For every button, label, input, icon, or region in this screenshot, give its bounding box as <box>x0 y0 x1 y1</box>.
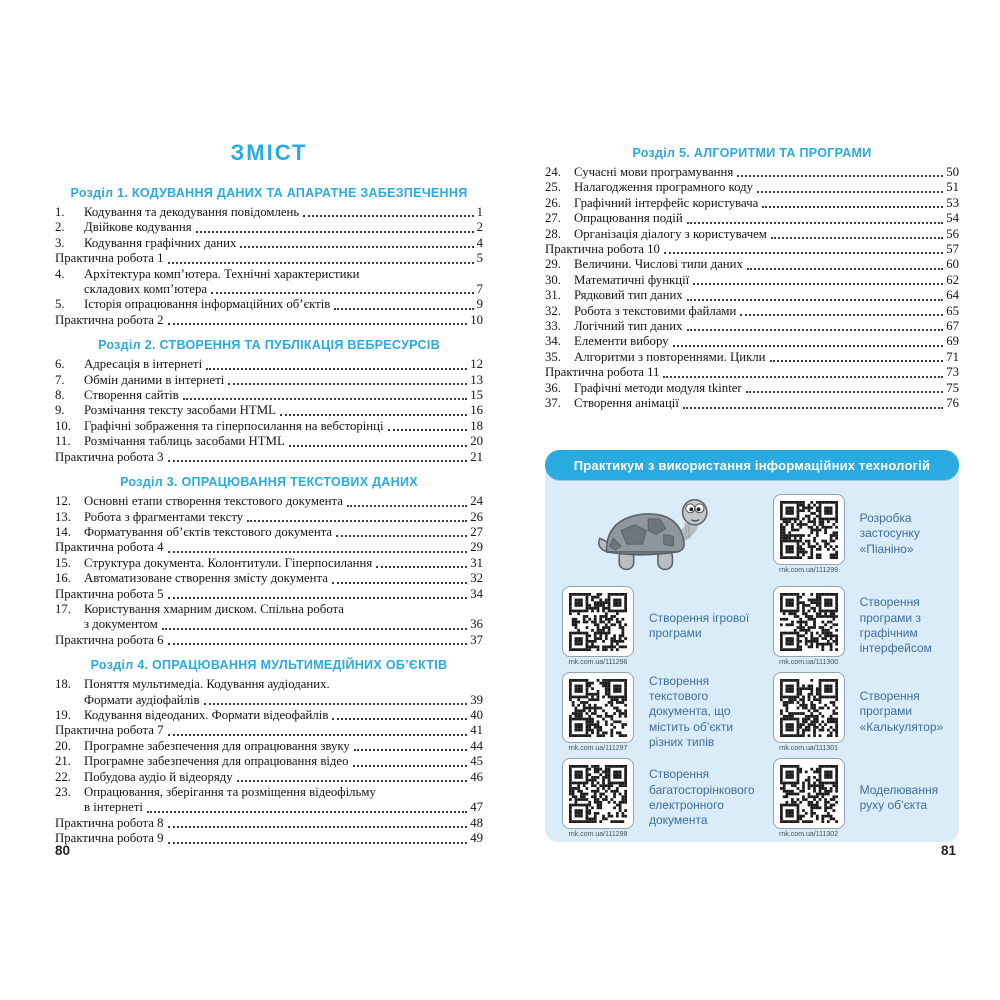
toc-item <box>545 319 959 334</box>
dot-leader <box>737 175 943 177</box>
toc-item <box>55 450 483 465</box>
practicum-card <box>554 756 757 840</box>
toc-item-number: 5. <box>55 297 65 312</box>
qr-caption: Створення текстового документа, що містить об’єкти різних типів <box>649 673 734 750</box>
toc-item <box>55 494 483 509</box>
practicum-banner: Практикум з використання інформаційних технологій <box>545 450 959 480</box>
toc-item-title: Робота з фрагментами тексту <box>84 509 244 524</box>
qr-caption: Створення ігрової програми <box>649 610 750 640</box>
toc-item <box>545 365 959 380</box>
toc-item-page: 1 <box>476 205 483 219</box>
toc-item <box>55 708 483 723</box>
dot-leader <box>168 323 468 325</box>
qr-url-label: rnk.com.ua/111301 <box>779 745 839 752</box>
qr-block <box>767 758 851 838</box>
toc-item-page: 26 <box>470 509 483 524</box>
toc-item-page: 18 <box>470 418 483 433</box>
toc-item-number: 31. <box>545 288 561 303</box>
dot-leader <box>664 252 943 254</box>
toc-item <box>545 180 959 195</box>
dot-leader <box>240 246 473 248</box>
toc-item-number: 8. <box>55 388 65 403</box>
toc-item <box>55 373 483 388</box>
toc-item-title: Рядковий тип даних <box>574 288 683 303</box>
toc-item-title: Графічні зображення та гіперпосилання на вебсторінці <box>84 418 384 433</box>
toc-item-number: 36. <box>545 380 561 395</box>
toc-item-continued <box>55 282 483 297</box>
toc-item-title: Практична робота 9 <box>55 831 164 846</box>
toc-item-page: 2 <box>476 220 483 235</box>
dot-leader <box>162 628 467 630</box>
qr-url-label: rnk.com.ua/111302 <box>779 831 839 838</box>
toc-item-page: 71 <box>946 349 959 364</box>
toc-item-page: 54 <box>946 211 959 226</box>
toc-item-page: 15 <box>470 388 483 403</box>
dot-leader <box>168 597 468 599</box>
qr-block <box>767 672 851 752</box>
toc-item-page: 53 <box>946 195 959 210</box>
toc-item-page: 45 <box>470 754 483 769</box>
toc-item <box>545 396 959 411</box>
toc-item-page: 41 <box>470 723 483 738</box>
toc-item-page: 69 <box>946 334 959 349</box>
toc-item <box>55 403 483 418</box>
dot-leader <box>687 299 943 301</box>
page-number-right: 81 <box>940 843 956 858</box>
qr-code-icon <box>773 758 845 829</box>
toc-item-title: складових комп’ютера <box>84 282 208 297</box>
toc-item <box>55 754 483 769</box>
dot-leader <box>334 308 473 310</box>
qr-code-icon <box>562 672 634 743</box>
toc-item <box>55 556 483 571</box>
toc-item <box>55 739 483 754</box>
toc-item-title: Графічний інтерфейс користувача <box>574 195 759 210</box>
dot-leader <box>336 535 467 537</box>
dot-leader <box>332 582 467 584</box>
toc-item <box>55 313 483 328</box>
toc-item-page: 44 <box>470 738 483 753</box>
toc-item-page: 36 <box>470 617 483 632</box>
toc-item-title: Практична робота 2 <box>55 312 164 327</box>
toc-item <box>55 267 483 282</box>
toc-item-title: Двійкове кодування <box>84 220 192 235</box>
toc-item <box>55 770 483 785</box>
toc-item <box>55 525 483 540</box>
toc-item-title: Практична робота 5 <box>55 586 164 601</box>
practicum-card <box>554 670 757 754</box>
toc-item-continued <box>55 800 483 815</box>
toc-item-number: 28. <box>545 226 561 241</box>
dot-leader <box>204 703 468 705</box>
qr-code-icon <box>562 758 634 829</box>
toc-title: ЗМІСТ <box>230 140 308 165</box>
toc-item-title: Організація діалогу з користувачем <box>574 226 767 241</box>
toc-item <box>55 510 483 525</box>
toc-item-title: Робота з текстовими файлами <box>574 303 737 318</box>
practicum-card <box>554 584 757 668</box>
toc-item-title: Елементи вибору <box>574 334 669 349</box>
toc-item-page: 7 <box>476 282 483 297</box>
toc-item-title: Сучасні мови програмування <box>574 165 734 179</box>
qr-block <box>556 672 640 752</box>
dot-leader <box>687 329 944 331</box>
toc-item <box>55 571 483 586</box>
dot-leader <box>353 765 468 767</box>
toc-item-number: 10. <box>55 418 71 433</box>
toc-item-title: Налагодження програмного коду <box>574 180 754 195</box>
toc-item-title: Практична робота 3 <box>55 449 164 464</box>
qr-url-label: rnk.com.ua/111300 <box>779 659 839 666</box>
toc-item-title: Користування хмарним диском. Спільна робота <box>84 601 344 616</box>
qr-url-label: rnk.com.ua/111298 <box>568 831 628 838</box>
toc-item-page: 27 <box>470 524 483 539</box>
toc-item <box>545 381 959 396</box>
section-heading: Розділ 5. АЛГОРИТМИ ТА ПРОГРАМИ <box>632 146 872 160</box>
dot-leader <box>228 383 467 385</box>
toc-item <box>545 257 959 272</box>
dot-leader <box>762 206 943 208</box>
toc-item <box>55 357 483 372</box>
dot-leader <box>183 398 467 400</box>
toc-item-page: 24 <box>470 494 483 509</box>
toc-item-page: 75 <box>946 380 959 395</box>
toc-item-page: 62 <box>946 272 959 287</box>
toc-item-page: 51 <box>946 180 959 195</box>
qr-code-icon <box>773 672 845 743</box>
toc-item-number: 19. <box>55 707 71 722</box>
toc-item-number: 20. <box>55 738 71 753</box>
dot-leader <box>168 734 468 736</box>
qr-block <box>556 586 640 666</box>
qr-url-label: rnk.com.ua/111296 <box>568 659 628 666</box>
toc-item-page: 20 <box>470 434 483 449</box>
toc-item-title: Автоматизоване створення змісту документа <box>84 571 328 586</box>
toc-item-number: 14. <box>55 524 71 539</box>
toc-item-title: Алгоритми з повтореннями. Цикли <box>574 349 766 364</box>
dot-leader <box>354 749 467 751</box>
toc-item-page: 76 <box>946 396 959 411</box>
toc-item <box>55 831 483 846</box>
toc-item <box>545 165 959 180</box>
toc-item-number: 26. <box>545 195 561 210</box>
toc-item-continued <box>55 617 483 632</box>
toc-right-column <box>545 146 959 412</box>
toc-item-number: 13. <box>55 509 71 524</box>
dot-leader <box>168 842 468 844</box>
dot-leader <box>289 445 467 447</box>
qr-code-icon <box>562 586 634 657</box>
toc-item-number: 35. <box>545 349 561 364</box>
qr-block <box>556 758 640 838</box>
toc-item-number: 27. <box>545 211 561 226</box>
qr-caption: Створення програми з графічним інтерфейсом <box>859 595 932 656</box>
toc-item-number: 15. <box>55 555 71 570</box>
section-heading: Розділ 1. КОДУВАННЯ ДАНИХ ТА АПАРАТНЕ ЗАБЕЗПЕЧЕННЯ <box>70 186 468 200</box>
turtle-illustration <box>556 488 755 580</box>
toc-item-title: Математичні функції <box>574 272 690 287</box>
toc-item-page: 73 <box>946 365 959 380</box>
toc-item-title: Кодування та декодування повідомлень <box>84 205 300 219</box>
toc-item-page: 67 <box>946 319 959 334</box>
toc-item-page: 34 <box>470 586 483 601</box>
toc-item-title: Величини. Числові типи даних <box>574 257 743 272</box>
dot-leader <box>693 283 943 285</box>
toc-item-title: Програмне забезпечення для опрацювання звуку <box>84 738 350 753</box>
practicum-card <box>765 670 950 754</box>
toc-item-number: 18. <box>55 677 71 692</box>
toc-left-column <box>55 176 483 847</box>
toc-item <box>55 677 483 692</box>
toc-item-title: Поняття мультимедіа. Кодування аудіоданих. <box>84 677 330 692</box>
dot-leader <box>168 551 468 553</box>
toc-item-title: Основні етапи створення текстового документа <box>84 494 343 509</box>
practicum-card <box>765 584 950 668</box>
toc-item-page: 48 <box>470 815 483 830</box>
toc-item-page: 64 <box>946 288 959 303</box>
toc-item-title: Історія опрацювання інформаційних об’єктів <box>84 297 331 312</box>
dot-leader <box>237 780 468 782</box>
toc-item-title: Практична робота 7 <box>55 723 164 738</box>
toc-item-page: 10 <box>470 312 483 327</box>
toc-item-number: 9. <box>55 403 65 418</box>
toc-item <box>545 288 959 303</box>
qr-url-label: rnk.com.ua/111297 <box>568 745 628 752</box>
toc-item <box>55 816 483 831</box>
toc-item <box>545 211 959 226</box>
toc-item-number: 16. <box>55 571 71 586</box>
toc-item <box>545 304 959 319</box>
dot-leader <box>211 292 474 294</box>
toc-item-page: 60 <box>946 257 959 272</box>
toc-item-number: 3. <box>55 235 65 250</box>
toc-item-title: Адресація в інтернеті <box>84 357 203 372</box>
toc-item-page: 65 <box>946 303 959 318</box>
practicum-card <box>765 756 950 840</box>
toc-item-number: 34. <box>545 334 561 349</box>
practicum-panel <box>545 450 959 842</box>
toc-item-number: 17. <box>55 601 71 616</box>
toc-item-page: 16 <box>470 403 483 418</box>
toc-item-page: 47 <box>470 800 483 815</box>
dot-leader <box>196 231 474 233</box>
toc-item-title: Практична робота 8 <box>55 815 164 830</box>
toc-item <box>545 334 959 349</box>
toc-item <box>545 196 959 211</box>
dot-leader <box>332 718 467 720</box>
dot-leader <box>746 391 944 393</box>
toc-item-number: 21. <box>55 754 71 769</box>
qr-block <box>767 586 851 666</box>
toc-item <box>55 205 483 220</box>
toc-item <box>55 251 483 266</box>
toc-item-number: 1. <box>55 205 65 219</box>
toc-item-title: Розмічання таблиць засобами HTML <box>84 434 285 449</box>
dot-leader <box>663 376 943 378</box>
toc-item-number: 30. <box>545 272 561 287</box>
toc-item <box>545 227 959 242</box>
toc-item-page: 13 <box>470 372 483 387</box>
dot-leader <box>280 414 467 416</box>
toc-item-number: 12. <box>55 494 71 509</box>
toc-item-title: Структура документа. Колонтитули. Гіперпосилання <box>84 555 373 570</box>
dot-leader <box>168 262 474 264</box>
toc-item-title: Форматування об’єктів текстового документа <box>84 524 333 539</box>
toc-item-title: Практична робота 1 <box>55 251 164 266</box>
toc-item-number: 4. <box>55 266 65 281</box>
toc-item-page: 21 <box>470 449 483 464</box>
dot-leader <box>747 268 943 270</box>
dot-leader <box>673 345 944 347</box>
toc-item <box>545 273 959 288</box>
practicum-card <box>765 486 950 582</box>
qr-caption: Створення багатосторінкового електронного документа <box>649 767 755 828</box>
toc-item-page: 29 <box>470 540 483 555</box>
dot-leader <box>168 643 468 645</box>
qr-url-label: rnk.com.ua/111299 <box>779 567 839 574</box>
qr-code-icon <box>773 586 845 657</box>
toc-item-title: Опрацювання подій <box>574 211 683 226</box>
toc-item-title: Архітектура комп’ютера. Технічні характеристики <box>84 266 360 281</box>
dot-leader <box>347 505 467 507</box>
toc-item-page: 5 <box>476 251 483 266</box>
toc-item <box>55 602 483 617</box>
toc-item-number: 24. <box>545 165 561 179</box>
dot-leader <box>687 222 943 224</box>
toc-item <box>55 633 483 648</box>
toc-item-title: Графічні методи модуля tkinter <box>574 380 742 395</box>
toc-item-page: 56 <box>946 226 959 241</box>
toc-item-title: Практична робота 4 <box>55 540 164 555</box>
toc-item <box>545 242 959 257</box>
toc-item-title: з документом <box>84 617 158 632</box>
toc-item <box>55 388 483 403</box>
toc-item <box>55 297 483 312</box>
dot-leader <box>247 520 467 522</box>
toc-item-page: 37 <box>470 632 483 647</box>
toc-item-page: 40 <box>470 707 483 722</box>
toc-item-number: 2. <box>55 220 65 235</box>
toc-item <box>55 723 483 738</box>
page-number-left: 80 <box>55 843 71 858</box>
qr-caption: Моделювання руху об’єкта <box>859 782 939 812</box>
toc-item-title: Розмічання тексту засобами HTML <box>84 403 276 418</box>
dot-leader <box>740 314 943 316</box>
qr-caption: Розробка застосунку «Піаніно» <box>859 510 920 556</box>
toc-item-page: 39 <box>470 692 483 707</box>
toc-item-page: 50 <box>946 165 959 179</box>
dot-leader <box>303 215 473 217</box>
toc-item-number: 33. <box>545 319 561 334</box>
toc-item-title: Обмін даними в інтернеті <box>84 372 225 387</box>
practicum-grid <box>554 486 950 836</box>
toc-item-title: в інтернеті <box>84 800 143 815</box>
toc-item-title: Створення анімації <box>574 396 679 411</box>
section-heading: Розділ 4. ОПРАЦЮВАННЯ МУЛЬТИМЕДІЙНИХ ОБ’ЄКТІВ <box>90 658 448 673</box>
toc-item-title: Створення сайтів <box>84 388 179 403</box>
toc-item <box>55 434 483 449</box>
dot-leader <box>168 460 468 462</box>
toc-item-number: 6. <box>55 357 65 372</box>
toc-item-page: 31 <box>470 555 483 570</box>
qr-caption: Створення програми «Калькулятор» <box>859 688 944 734</box>
toc-item-page: 12 <box>470 357 483 372</box>
toc-item-number: 7. <box>55 372 65 387</box>
dot-leader <box>168 826 468 828</box>
toc-item-title: Кодування графічних даних <box>84 235 237 250</box>
toc-item-title: Практична робота 6 <box>55 632 164 647</box>
dot-leader <box>757 191 943 193</box>
toc-item-number: 23. <box>55 785 71 799</box>
toc-item-page: 49 <box>470 831 483 846</box>
dot-leader <box>771 237 943 239</box>
dot-leader <box>147 811 467 813</box>
toc-item-title: Побудова аудіо й відеоряду <box>84 769 233 784</box>
toc-item-number: 32. <box>545 303 561 318</box>
dot-leader <box>770 360 944 362</box>
toc-item-title: Формати аудіофайлів <box>84 692 200 707</box>
toc-item-number: 25. <box>545 180 561 195</box>
toc-item-number: 22. <box>55 769 71 784</box>
section-heading: Розділ 3. ОПРАЦЮВАННЯ ТЕКСТОВИХ ДАНИХ <box>120 475 418 490</box>
dot-leader <box>683 407 943 409</box>
dot-leader <box>376 566 467 568</box>
toc-item <box>55 785 483 800</box>
toc-item <box>55 587 483 602</box>
qr-block <box>767 494 851 574</box>
toc-item-number: 37. <box>545 396 561 411</box>
toc-item <box>55 220 483 235</box>
toc-item-page: 9 <box>476 297 483 312</box>
toc-item-title: Практична робота 11 <box>545 365 660 380</box>
toc-item-number: 11. <box>55 434 71 449</box>
section-heading: Розділ 2. СТВОРЕННЯ ТА ПУБЛІКАЦІЯ ВЕБРЕСУРСІВ <box>98 338 440 353</box>
toc-item-page: 46 <box>470 769 483 784</box>
toc-item-continued <box>55 693 483 708</box>
toc-item-title: Програмне забезпечення для опрацювання відео <box>84 754 349 769</box>
toc-item <box>55 236 483 251</box>
toc-item-title: Кодування відеоданих. Формати відеофайлів <box>84 707 329 722</box>
toc-item-title: Практична робота 10 <box>545 242 660 257</box>
toc-item <box>545 350 959 365</box>
toc-item-title: Логічний тип даних <box>574 319 683 334</box>
toc-item-page: 4 <box>476 235 483 250</box>
toc-item <box>55 419 483 434</box>
practicum-card <box>554 486 757 582</box>
toc-item-page: 57 <box>946 242 959 257</box>
dot-leader <box>206 368 467 370</box>
qr-code-icon <box>773 494 845 565</box>
toc-item-title: Опрацювання, зберігання та розміщення відеофільму <box>84 785 376 799</box>
toc-item <box>55 540 483 555</box>
dot-leader <box>388 429 468 431</box>
toc-item-number: 29. <box>545 257 561 272</box>
toc-item-page: 32 <box>470 571 483 586</box>
